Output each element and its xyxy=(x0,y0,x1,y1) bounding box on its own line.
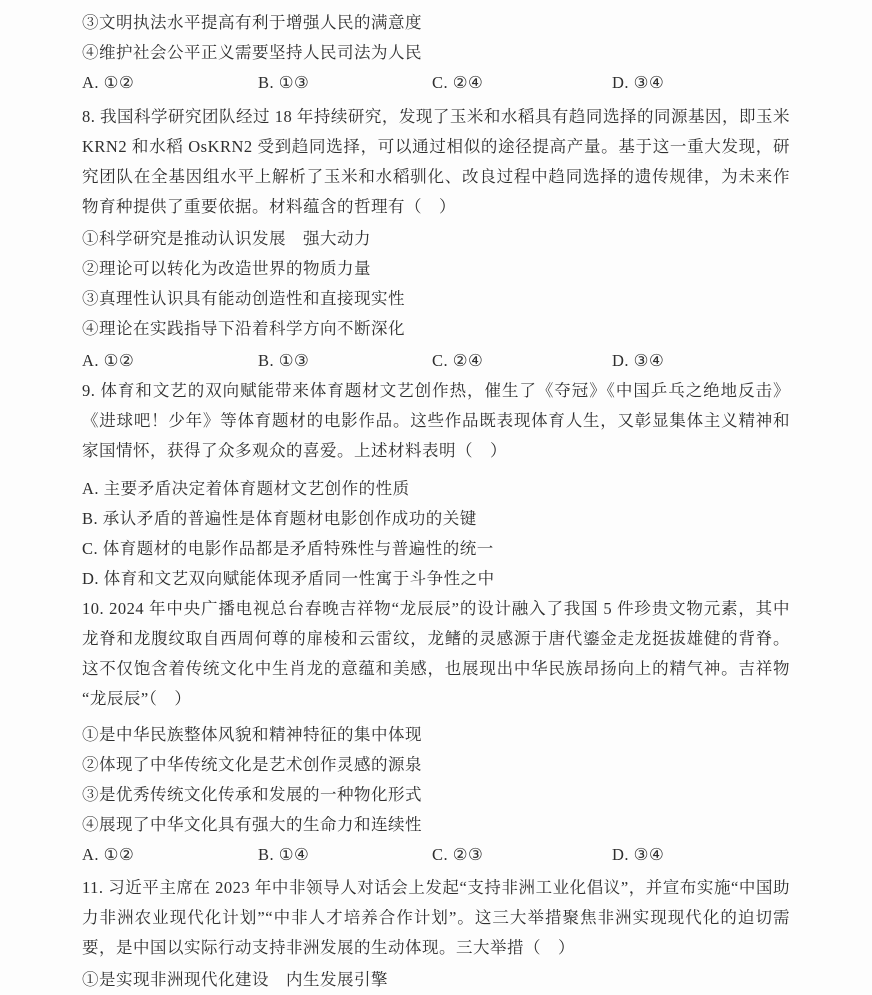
option-c: C. 体育题材的电影作品都是矛盾特殊性与普遍性的统一 xyxy=(82,539,494,558)
numbered-statement-4: ④维护社会公平正义需要坚持人民司法为人民 xyxy=(82,43,422,62)
answer-row-q8 xyxy=(82,346,790,376)
answer-choice-d: D. ③④ xyxy=(612,845,665,864)
numbered-statement-3: ③真理性认识具有能动创造性和直接现实性 xyxy=(82,289,405,308)
answer-choice-d: D. ③④ xyxy=(612,73,665,92)
numbered-statement-3: ③文明执法水平提高有利于增强人民的满意度 xyxy=(82,13,422,32)
answer-choice-c: C. ②④ xyxy=(432,73,484,92)
numbered-statement-2: ②理论可以转化为改造世界的物质力量 xyxy=(82,259,371,278)
question-stem: 8. 我国科学研究团队经过 18 年持续研究，发现了玉米和水稻具有趋同选择的同源基因，即玉米 KRN2 和水稻 OsKRN2 受到趋同选择，可以通过相似的途径提高产量。基于这一重大发现，研究团队在全基因组水平上解析了玉米和水稻驯化、改良过程中趋同选择的遗传规律，为未来作物育种提供了重要依据。材料蕴含的哲理有（ ） xyxy=(82,107,790,216)
numbered-statement-1: ①科学研究是推动认识发展 强大动力 xyxy=(82,229,371,248)
question-8 xyxy=(82,102,790,376)
statement-group xyxy=(82,224,790,344)
answer-choice-b: B. ①③ xyxy=(258,351,310,370)
answer-choice-c: C. ②③ xyxy=(432,845,484,864)
question-7-partial xyxy=(82,8,790,98)
statement-group xyxy=(82,720,790,840)
answer-choice-a: A. ①② xyxy=(82,845,135,864)
option-group xyxy=(82,474,790,594)
numbered-statement-2: ②体现了中华传统文化是艺术创作灵感的源泉 xyxy=(82,755,422,774)
numbered-statement-1: ①是实现非洲现代化建设 内生发展引擎 xyxy=(82,970,388,989)
answer-choice-b: B. ①④ xyxy=(258,845,310,864)
answer-row-q10 xyxy=(82,840,790,870)
option-b: B. 承认矛盾的普遍性是体育题材电影创作成功的关键 xyxy=(82,509,477,528)
question-stem: 9. 体育和文艺的双向赋能带来体育题材文艺创作热，催生了《夺冠》《中国乒乓之绝地反击》《进球吧！少年》等体育题材的电影作品。这些作品既表现体育人生，又彰显集体主义精神和家国情怀，获得了众多观众的喜爱。上述材料表明（ ） xyxy=(82,381,790,460)
question-stem: 10. 2024 年中央广播电视总台春晚吉祥物“龙辰辰”的设计融入了我国 5 件珍贵文物元素，其中龙脊和龙腹纹取自西周何尊的扉棱和云雷纹，龙鳍的灵感源于唐代鎏金走龙挺拔雄健的背脊。这不仅饱含着传统文化中生肖龙的意蕴和美感，也展现出中华民族昂扬向上的精气神。吉祥物“龙辰辰”（ ） xyxy=(82,599,790,708)
numbered-statement-3: ③是优秀传统文化传承和发展的一种物化形式 xyxy=(82,785,422,804)
numbered-statement-4: ④展现了中华文化具有强大的生命力和连续性 xyxy=(82,815,422,834)
question-stem: 11. 习近平主席在 2023 年中非领导人对话会上发起“支持非洲工业化倡议”，并宣布实施“中国助力非洲农业现代化计划”“中非人才培养合作计划”。这三大举措聚焦非洲实现现代化的迫切需要，是中国以实际行动支持非洲发展的生动体现。三大举措（ ） xyxy=(82,878,790,957)
question-11 xyxy=(82,873,790,995)
option-a: A. 主要矛盾决定着体育题材文艺创作的性质 xyxy=(82,479,410,498)
question-9 xyxy=(82,376,790,594)
answer-choice-b: B. ①③ xyxy=(258,73,310,92)
option-d: D. 体育和文艺双向赋能体现矛盾同一性寓于斗争性之中 xyxy=(82,569,495,588)
answer-row-q7 xyxy=(82,68,790,98)
answer-choice-c: C. ②④ xyxy=(432,351,484,370)
answer-choice-a: A. ①② xyxy=(82,351,135,370)
numbered-statement-4: ④理论在实践指导下沿着科学方向不断深化 xyxy=(82,319,405,338)
question-10 xyxy=(82,594,790,870)
answer-choice-d: D. ③④ xyxy=(612,351,665,370)
statement-group xyxy=(82,965,790,995)
numbered-statement-1: ①是中华民族整体风貌和精神特征的集中体现 xyxy=(82,725,422,744)
answer-choice-a: A. ①② xyxy=(82,73,135,92)
